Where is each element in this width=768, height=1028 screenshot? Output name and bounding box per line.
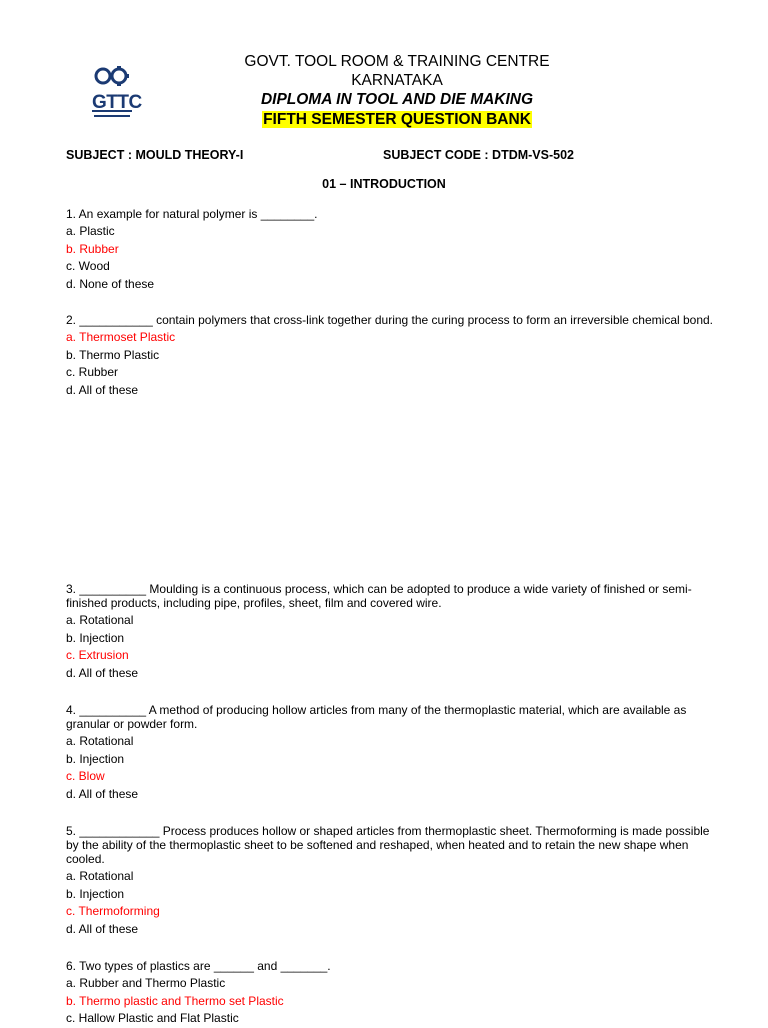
course-title: DIPLOMA IN TOOL AND DIE MAKING bbox=[260, 91, 534, 108]
question-text: 3. __________ Moulding is a continuous process, which can be adopted to produce a wide variety of finished or semi-finished products, including pipe, profiles, sheet, film and covered wire. bbox=[66, 582, 692, 610]
option-c-correct: c. Blow bbox=[66, 769, 105, 783]
option-a: a. Rotational bbox=[66, 869, 134, 883]
subject-code: SUBJECT CODE : DTDM-VS-502 bbox=[383, 148, 574, 162]
question-text: 5. ____________ Process produces hollow or shaped articles from thermoplastic sheet. Thermoforming is made possible by the ability of the thermoplastic sheet to be softened and reshaped, when heated and to retain the new shape when cooled. bbox=[66, 824, 710, 866]
option-c: c. Rubber bbox=[66, 365, 119, 379]
option-b: b. Injection bbox=[66, 886, 125, 901]
subject-name: SUBJECT : MOULD THEORY-I bbox=[66, 148, 244, 162]
question-text: 6. Two types of plastics are ______ and _______. bbox=[66, 959, 331, 973]
state-name: KARNATAKA bbox=[351, 72, 443, 89]
option-b: b. Injection bbox=[66, 630, 125, 645]
question-4 bbox=[66, 703, 716, 803]
option-a: a. Plastic bbox=[66, 224, 115, 238]
option-c-correct: c. Extrusion bbox=[66, 648, 129, 662]
question-text: 2. ___________ contain polymers that cross-link together during the curing process to form an irreversible chemical bond. bbox=[66, 313, 714, 327]
question-3 bbox=[66, 582, 716, 682]
question-2 bbox=[66, 313, 716, 399]
option-c: c. Wood bbox=[66, 259, 110, 273]
logo-text: GTTC bbox=[92, 92, 142, 113]
option-d: d. All of these bbox=[66, 665, 139, 680]
question-text: 1. An example for natural polymer is ________. bbox=[66, 207, 318, 221]
option-b-correct: b. Rubber bbox=[66, 241, 119, 256]
option-d: d. None of these bbox=[66, 276, 155, 291]
institute-name: GOVT. TOOL ROOM & TRAINING CENTRE bbox=[244, 53, 550, 70]
option-d: d. All of these bbox=[66, 921, 139, 936]
semester-title-row bbox=[26, 109, 768, 130]
section-title: 01 – INTRODUCTION bbox=[322, 177, 446, 191]
option-c: c. Hallow Plastic and Flat Plastic bbox=[66, 1011, 239, 1025]
semester-title: FIFTH SEMESTER QUESTION BANK bbox=[263, 111, 531, 128]
option-b: b. Injection bbox=[66, 751, 125, 766]
question-1 bbox=[66, 207, 716, 293]
document-header bbox=[0, 52, 768, 130]
option-a: a. Rotational bbox=[66, 734, 134, 748]
option-a: a. Rotational bbox=[66, 613, 134, 627]
option-b: b. Thermo Plastic bbox=[66, 347, 160, 362]
option-b-correct: b. Thermo plastic and Thermo set Plastic bbox=[66, 993, 284, 1008]
option-d: d. All of these bbox=[66, 382, 139, 397]
option-a: a. Rubber and Thermo Plastic bbox=[66, 976, 226, 990]
option-d: d. All of these bbox=[66, 786, 139, 801]
question-5 bbox=[66, 824, 716, 938]
option-a-correct: a. Thermoset Plastic bbox=[66, 330, 176, 344]
question-6 bbox=[66, 959, 716, 1028]
option-c-correct: c. Thermoforming bbox=[66, 904, 160, 918]
question-text: 4. __________ A method of producing hollow articles from many of the thermoplastic material, which are available as granular or powder form. bbox=[66, 703, 687, 731]
